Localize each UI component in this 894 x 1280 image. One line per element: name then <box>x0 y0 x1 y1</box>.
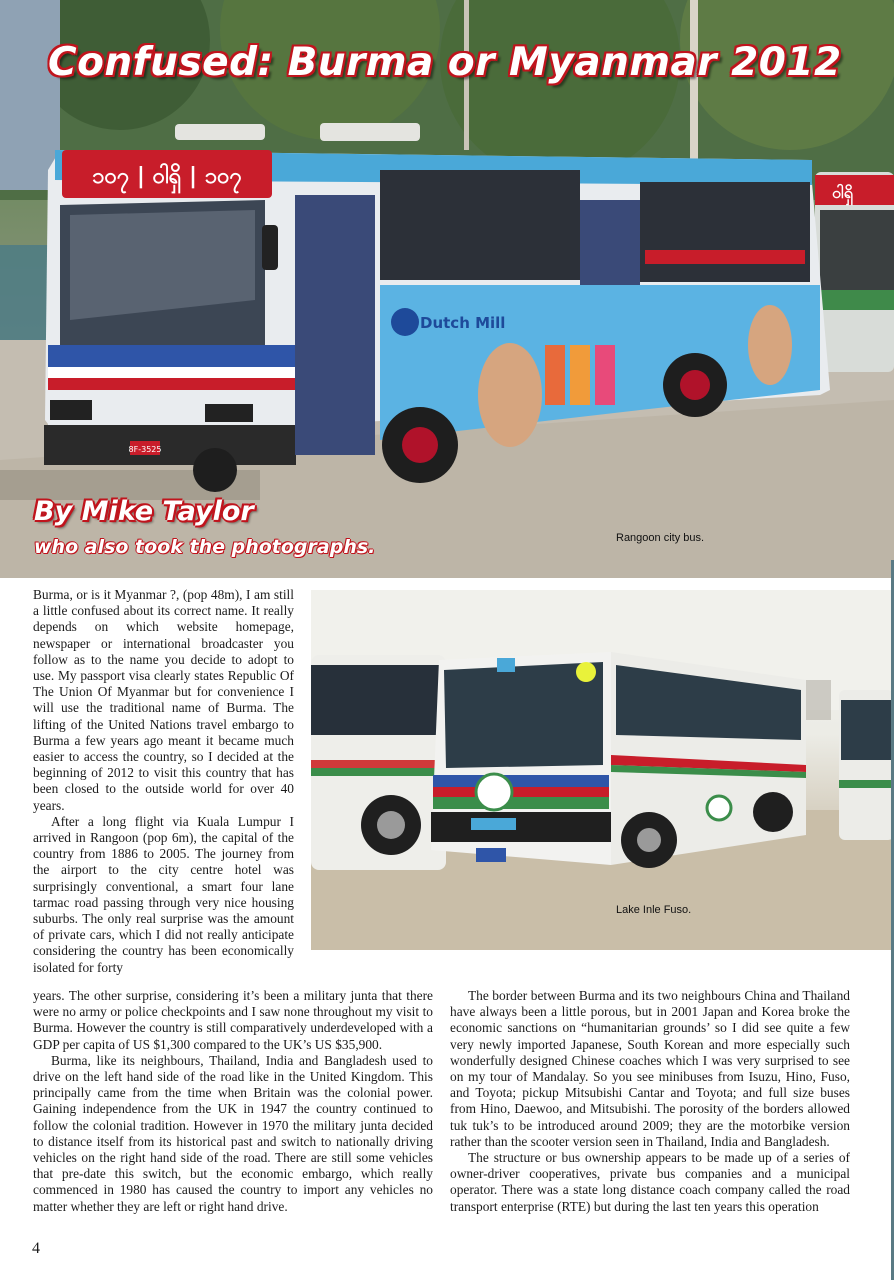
author-byline: By Mike Taylor <box>34 496 254 527</box>
paragraph-intro: Burma, or is it Myanmar ?, (pop 48m), I am still a little confused about its correct name. It really depends on which website homepage, newspaper or international broadcaster you follow as to the name you decide to adopt to use. My passport visa clearly states Republic Of The Union Of Myanmar but for convenience I will use the traditional name of Burma. The lifting of the United Nations travel embargo to Burma a few years ago meant it became much easier to access the country, so I decided at the beginning of 2012 to visit this country that has been closed to the outside world for over 40 years. <box>33 587 294 813</box>
hero-photo <box>0 0 894 578</box>
coach-illustration <box>311 590 894 950</box>
article-title: Confused: Burma or Myanmar 2012 <box>48 40 842 85</box>
hero-photo-caption: Rangoon city bus. <box>616 532 705 544</box>
bus-destination-text: ၁၀၇ | ဝါရှိ | ၁၀၇ <box>92 164 242 189</box>
paragraph-arrival: After a long flight via Kuala Lumpur I arrived in Rangoon (pop 6m), the capital of the country from 1886 to 2005. The journey from the airport to the city centre hotel was surprisingly conventional, a smart four lane tarmac road passing through very nice housing suburbs. The only real surprise was the amount of private cars, which I did not really anticipate considering the country has been economically isolated for forty <box>33 813 294 975</box>
page-number: 4 <box>32 1240 40 1257</box>
city-bus-illustration <box>0 0 894 578</box>
author-byline-note: who also took the photographs. <box>34 536 376 558</box>
svg-text:ဝါရှိ: ဝါရှိ <box>832 183 853 202</box>
coach-photo <box>311 590 894 950</box>
right-column-text <box>450 988 850 1215</box>
left-column-text <box>33 587 294 976</box>
paragraph-borders: The border between Burma and its two neighbours China and Thailand have always been a little porous, but in 2001 Japan and Korea broke the economic sanctions on “humanitarian grounds’ so I did see quite a few very newly imported Japanese, South Korean and more especially such wonderfully designed Chinese coaches which I was very surprised to see on my tour of Mandalay. So you see minibuses from Isuzu, Hino, Fuso, and Toyota; pickup Mitsubishi Cantar and Toyota; and full size buses from Hino, Daewoo, and Mitsubishi. The porosity of the borders allowed tuk tuk’s to be introduced around 2009; they are the motorbike version rather than the scooter version seen in Thailand, India and Bangladesh. <box>450 988 850 1149</box>
paragraph-ownership: The structure or bus ownership appears to be made up of a series of owner-driver cooperatives, private bus companies and a municipal operator. There was a state long distance coach company called the road transport enterprise (RTE) but during the last ten years this operation <box>450 1150 850 1214</box>
paragraph-junta: years. The other surprise, considering it’s been a military junta that there were no army or police checkpoints and I saw none throughout my visit to Burma. However the country is still comparatively underdeveloped with a GDP per capita of US $1,300 compared to the UK’s US $35,900. <box>33 988 433 1052</box>
bus-advert-text: Dutch Mill <box>420 314 506 332</box>
coach-photo-caption: Lake Inle Fuso. <box>616 904 692 916</box>
lower-left-column-text <box>33 988 433 1215</box>
paragraph-driving-side: Burma, like its neighbours, Thailand, India and Bangladesh used to drive on the left hand side of the road like in the United Kingdom. This principally came from the time when Britain was the colonial power. Gaining independence from the UK in 1947 the country continued to follow the colonial tradition. However in 1970 the military junta decided to distance itself from its historical past and switch to nationally driving vehicles on the right hand side of the road. There are still some vehicles that pre-date this switch, but the economic embargo, which really commenced in 1980 has caused the country to import any vehicles no matter whether they are left or right hand drive. <box>33 1052 433 1214</box>
bus-plate: 8F-3525 <box>128 445 162 454</box>
